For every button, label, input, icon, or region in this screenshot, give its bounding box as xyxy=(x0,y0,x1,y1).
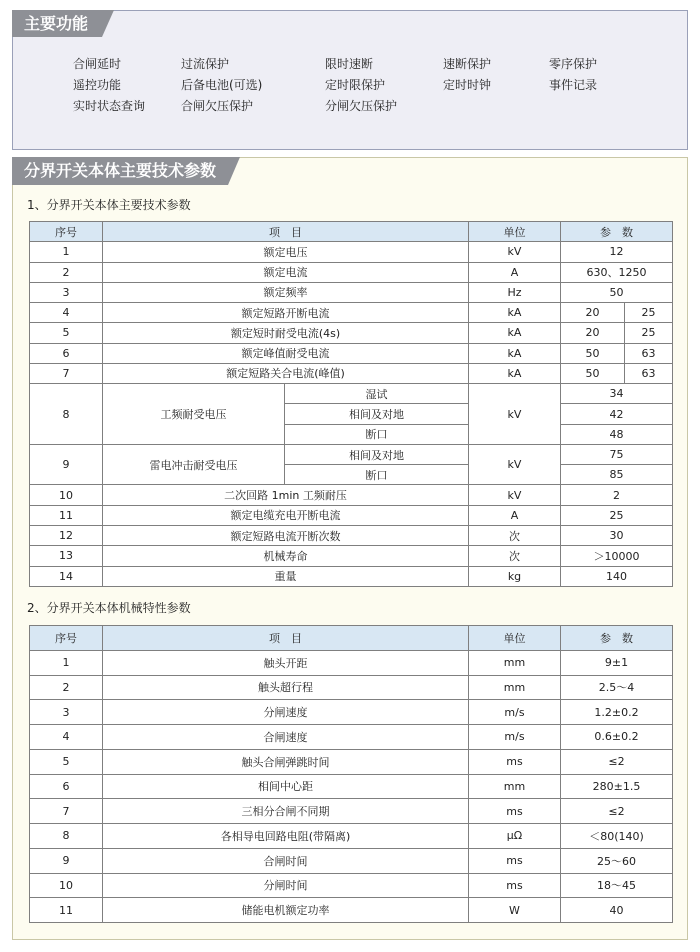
table-row xyxy=(30,546,673,566)
cell: μΩ xyxy=(469,824,561,849)
function-item: 分闸欠压保护 xyxy=(325,99,398,113)
cell: 2 xyxy=(30,262,103,282)
cell: 48 xyxy=(561,424,673,444)
function-item: 过流保护 xyxy=(181,57,230,71)
cell: 13 xyxy=(30,546,103,566)
table-row xyxy=(30,799,673,824)
cell: 7 xyxy=(30,799,103,824)
cell: 50 xyxy=(561,343,625,363)
cell: 触头超行程 xyxy=(103,675,469,700)
function-item: 限时速断 xyxy=(325,57,374,71)
switch-parameters-title: 分界开关本体主要技术参数 xyxy=(12,157,228,185)
cell: 12 xyxy=(561,242,673,262)
cell: 相间及对地 xyxy=(285,404,469,424)
cell: 触头开距 xyxy=(103,650,469,675)
function-item: 定时时钟 xyxy=(443,78,492,92)
cell: 25 xyxy=(625,303,673,323)
cell: 85 xyxy=(561,465,673,485)
table-row xyxy=(30,675,673,700)
cell: 34 xyxy=(561,384,673,404)
cell: 雷电冲击耐受电压 xyxy=(103,444,285,485)
cell: 湿试 xyxy=(285,384,469,404)
cell: kA xyxy=(469,303,561,323)
cell: ms xyxy=(469,749,561,774)
header-cell: 项 目 xyxy=(103,626,469,651)
cell: 相间中心距 xyxy=(103,774,469,799)
cell: 25 xyxy=(625,323,673,343)
cell: 9±1 xyxy=(561,650,673,675)
cell: 280±1.5 xyxy=(561,774,673,799)
cell: ≤2 xyxy=(561,799,673,824)
cell: 额定电缆充电开断电流 xyxy=(103,505,469,525)
cell: 1 xyxy=(30,650,103,675)
cell: ms xyxy=(469,799,561,824)
cell: 30 xyxy=(561,525,673,545)
cell: 次 xyxy=(469,546,561,566)
main-functions-title: 主要功能 xyxy=(12,10,102,37)
cell: kA xyxy=(469,343,561,363)
table-row xyxy=(30,505,673,525)
function-item: 速断保护 xyxy=(443,57,492,71)
cell: 18～45 xyxy=(561,873,673,898)
cell: 140 xyxy=(561,566,673,586)
cell: 6 xyxy=(30,343,103,363)
header-cell: 序号 xyxy=(30,222,103,242)
table-header-row xyxy=(30,626,673,651)
cell: 3 xyxy=(30,700,103,725)
cell: 合闸时间 xyxy=(103,848,469,873)
cell: 次 xyxy=(469,525,561,545)
table-row xyxy=(30,725,673,750)
cell: A xyxy=(469,262,561,282)
cell: ms xyxy=(469,873,561,898)
cell: kV xyxy=(469,384,561,445)
cell: 2 xyxy=(30,675,103,700)
cell: 额定短路开断电流 xyxy=(103,303,469,323)
cell: 20 xyxy=(561,323,625,343)
cell: 断口 xyxy=(285,424,469,444)
function-item: 实时状态查询 xyxy=(73,99,146,113)
cell: 4 xyxy=(30,725,103,750)
cell: 各相导电回路电阻(带隔离) xyxy=(103,824,469,849)
cell: mm xyxy=(469,675,561,700)
table-row xyxy=(30,262,673,282)
table-row xyxy=(30,848,673,873)
header-cell: 参 数 xyxy=(561,222,673,242)
table-row xyxy=(30,282,673,302)
function-item: 合闸欠压保护 xyxy=(181,99,254,113)
function-item: 定时限保护 xyxy=(325,78,386,92)
table-row xyxy=(30,898,673,923)
cell: 分闸速度 xyxy=(103,700,469,725)
cell: mm xyxy=(469,774,561,799)
header-cell: 单位 xyxy=(469,626,561,651)
cell: 42 xyxy=(561,404,673,424)
cell: 630、1250 xyxy=(561,262,673,282)
cell: ≤2 xyxy=(561,749,673,774)
cell: 三相分合闸不同期 xyxy=(103,799,469,824)
cell: 3 xyxy=(30,282,103,302)
cell: 5 xyxy=(30,323,103,343)
cell: 额定短时耐受电流(4s) xyxy=(103,323,469,343)
cell: 额定短路关合电流(峰值) xyxy=(103,363,469,383)
function-item: 后备电池(可选) xyxy=(181,78,263,92)
cell: 10 xyxy=(30,873,103,898)
cell: 1.2±0.2 xyxy=(561,700,673,725)
cell: 相间及对地 xyxy=(285,444,469,464)
header-cell: 参 数 xyxy=(561,626,673,651)
cell: 工频耐受电压 xyxy=(103,384,285,445)
table-row xyxy=(30,774,673,799)
cell: kV xyxy=(469,485,561,505)
cell: 63 xyxy=(625,343,673,363)
cell: m/s xyxy=(469,700,561,725)
cell: 25 xyxy=(561,505,673,525)
cell: 9 xyxy=(30,848,103,873)
header-cell: 单位 xyxy=(469,222,561,242)
cell: kA xyxy=(469,363,561,383)
cell: 1 xyxy=(30,242,103,262)
cell: kA xyxy=(469,323,561,343)
cell: 二次回路 1min 工频耐压 xyxy=(103,485,469,505)
cell: 断口 xyxy=(285,465,469,485)
cell: mm xyxy=(469,650,561,675)
table-row xyxy=(30,242,673,262)
cell: kg xyxy=(469,566,561,586)
cell: 12 xyxy=(30,525,103,545)
cell: 0.6±0.2 xyxy=(561,725,673,750)
table-row xyxy=(30,323,673,343)
table-row xyxy=(30,525,673,545)
cell: kV xyxy=(469,242,561,262)
table-row xyxy=(30,363,673,383)
cell: 6 xyxy=(30,774,103,799)
table-row xyxy=(30,700,673,725)
cell: 合闸速度 xyxy=(103,725,469,750)
cell: 14 xyxy=(30,566,103,586)
function-item: 遥控功能 xyxy=(73,78,122,92)
table-row xyxy=(30,650,673,675)
cell: 11 xyxy=(30,898,103,923)
cell: 7 xyxy=(30,363,103,383)
table2-heading: 2、分界开关本体机械特性参数 xyxy=(27,601,191,615)
cell: 50 xyxy=(561,282,673,302)
cell: 25～60 xyxy=(561,848,673,873)
cell: 分闸时间 xyxy=(103,873,469,898)
cell: 额定频率 xyxy=(103,282,469,302)
cell: 2 xyxy=(561,485,673,505)
function-item: 合闸延时 xyxy=(73,57,122,71)
cell: 重量 xyxy=(103,566,469,586)
table-header-row xyxy=(30,222,673,242)
header-cell: 项 目 xyxy=(103,222,469,242)
cell: ＞10000 xyxy=(561,546,673,566)
cell: 触头合闸弹跳时间 xyxy=(103,749,469,774)
cell: 额定峰值耐受电流 xyxy=(103,343,469,363)
cell: A xyxy=(469,505,561,525)
cell: ms xyxy=(469,848,561,873)
cell: 11 xyxy=(30,505,103,525)
cell: 63 xyxy=(625,363,673,383)
function-item: 事件记录 xyxy=(549,78,598,92)
cell: ＜80(140) xyxy=(561,824,673,849)
cell: 额定电流 xyxy=(103,262,469,282)
cell: 10 xyxy=(30,485,103,505)
cell: 50 xyxy=(561,363,625,383)
main-functions-panel xyxy=(12,10,688,150)
table-row xyxy=(30,384,673,404)
cell: 额定短路电流开断次数 xyxy=(103,525,469,545)
table-row xyxy=(30,566,673,586)
table1-heading: 1、分界开关本体主要技术参数 xyxy=(27,198,191,212)
table-row xyxy=(30,343,673,363)
cell: 2.5～4 xyxy=(561,675,673,700)
header-cell: 序号 xyxy=(30,626,103,651)
table-row xyxy=(30,485,673,505)
cell: W xyxy=(469,898,561,923)
cell: 20 xyxy=(561,303,625,323)
cell: 机械寿命 xyxy=(103,546,469,566)
mechanical-parameters-table xyxy=(29,625,673,923)
cell: 9 xyxy=(30,444,103,485)
table-row xyxy=(30,824,673,849)
cell: Hz xyxy=(469,282,561,302)
cell: kV xyxy=(469,444,561,485)
cell: m/s xyxy=(469,725,561,750)
cell: 40 xyxy=(561,898,673,923)
technical-parameters-table xyxy=(29,221,673,587)
cell: 8 xyxy=(30,384,103,445)
cell: 4 xyxy=(30,303,103,323)
table-row xyxy=(30,873,673,898)
switch-parameters-panel xyxy=(12,157,688,940)
cell: 75 xyxy=(561,444,673,464)
cell: 5 xyxy=(30,749,103,774)
cell: 额定电压 xyxy=(103,242,469,262)
table-row xyxy=(30,444,673,464)
cell: 储能电机额定功率 xyxy=(103,898,469,923)
table-row xyxy=(30,749,673,774)
cell: 8 xyxy=(30,824,103,849)
table-row xyxy=(30,303,673,323)
function-item: 零序保护 xyxy=(549,57,598,71)
